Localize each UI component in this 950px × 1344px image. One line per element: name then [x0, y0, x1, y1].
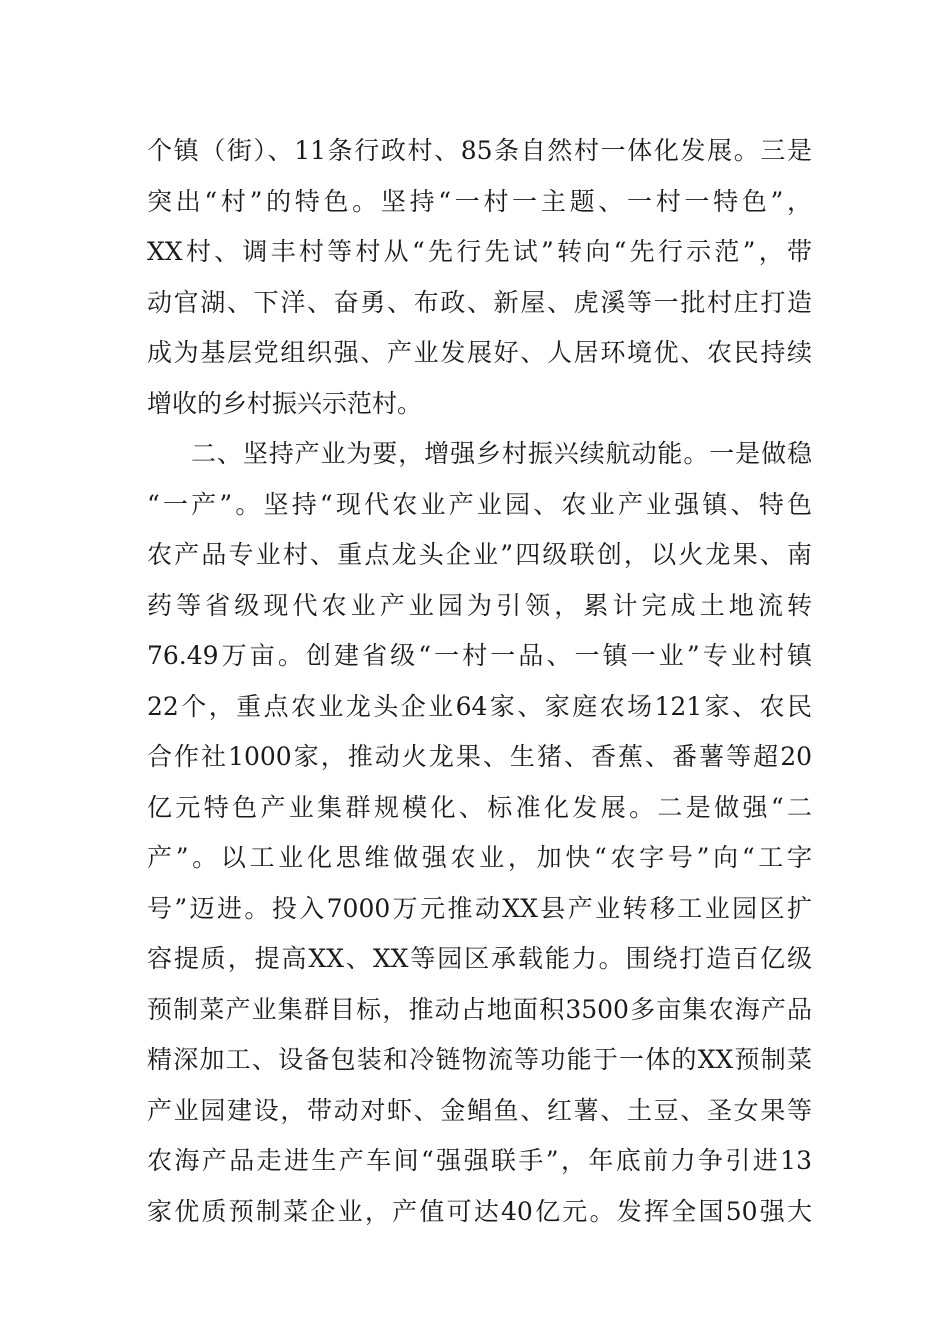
text-line: 增收的乡村振兴示范村。: [147, 388, 423, 418]
text-line: XX村、调丰村等村从“先行先试”转向“先行示范”，带: [147, 237, 812, 266]
text-line: 个镇（街）、11条行政村、85条自然村一体化发展。三是: [147, 136, 812, 165]
text-line: 容提质，提高XX、XX等园区承载能力。围绕打造百亿级: [147, 944, 812, 973]
text-line: 药等省级现代农业产业园为引领，累计完成土地流转: [147, 590, 812, 620]
text-line: 亿元特色产业集群规模化、标准化发展。二是做强“二: [147, 792, 812, 822]
text-line: 突出“村”的特色。坚持“一村一主题、一村一特色”，: [147, 186, 812, 216]
text-line: 农海产品走进生产车间“强强联手”，年底前力争引进13: [147, 1146, 812, 1175]
text-line: 22个，重点农业龙头企业64家、家庭农场121家、农民: [147, 691, 812, 721]
document-body: [147, 126, 812, 1237]
text-line: 动官湖、下洋、奋勇、布政、新屋、虎溪等一批村庄打造: [147, 287, 812, 317]
text-line: 号”迈进。投入7000万元推动XX县产业转移工业园区扩: [147, 893, 812, 923]
text-line: 预制菜产业集群目标，推动占地面积3500多亩集农海产品: [147, 994, 812, 1024]
text-line: 产业园建设，带动对虾、金鲳鱼、红薯、土豆、圣女果等: [147, 1095, 812, 1125]
text-line: “一产”。坚持“现代农业产业园、农业产业强镇、特色: [147, 489, 812, 519]
text-line: 家优质预制菜企业，产值可达40亿元。发挥全国50强大: [147, 1196, 812, 1226]
text-line: 76.49万亩。创建省级“一村一品、一镇一业”专业村镇: [147, 641, 812, 670]
text-line: 合作社1000家，推动火龙果、生猪、香蕉、番薯等超20: [147, 742, 812, 771]
text-line: 农产品专业村、重点龙头企业”四级联创，以火龙果、南: [147, 540, 812, 569]
text-line: 产”。以工业化思维做强农业，加快“农字号”向“工字: [147, 843, 812, 872]
text-line: 成为基层党组织强、产业发展好、人居环境优、农民持续: [147, 338, 812, 367]
text-line: 精深加工、设备包装和冷链物流等功能于一体的XX预制菜: [147, 1045, 812, 1074]
paragraph-heading-line: 二、坚持产业为要，增强乡村振兴续航动能。一是做稳: [191, 439, 812, 468]
